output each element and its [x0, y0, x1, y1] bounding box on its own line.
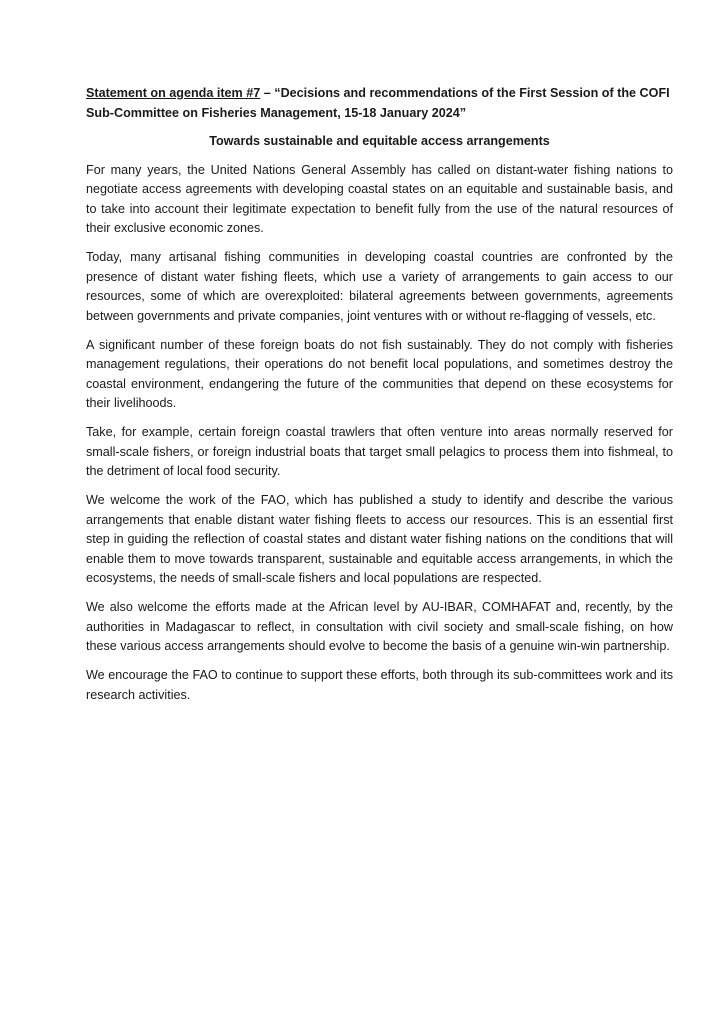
agenda-item-label: Statement on agenda item #7	[86, 86, 261, 100]
paragraph-foreign-boats: A significant number of these foreign boats do not fish sustainably. They do not comply with fisheries management regulations, their operations do not benefit local populations, and sometimes destroy the coastal environment, endangering the future of the communities that depend on these ecosystems for their livelihoods.	[86, 337, 673, 410]
statement-title	[86, 84, 673, 123]
document-page	[86, 84, 673, 715]
paragraph-un-general-assembly: For many years, the United Nations General Assembly has called on distant-water fishing nations to negotiate access agreements with developing coastal states on an equitable and sustainable basis, and to take into account their legitimate expectation to benefit fully from the use of the natural resources of their exclusive economic zones.	[86, 162, 673, 235]
paragraph-encourage-fao: We encourage the FAO to continue to support these efforts, both through its sub-committees work and its research activities.	[86, 668, 673, 702]
paragraph-coastal-trawlers: Take, for example, certain foreign coastal trawlers that often venture into areas normally reserved for small-scale fishers, or foreign industrial boats that target small pelagics to process them into fishmeal, to the detriment of local food security.	[86, 425, 673, 478]
statement-subtitle: Towards sustainable and equitable access arrangements	[209, 134, 550, 148]
agenda-item-description: – “Decisions and recommendations of the First Session of the COFI Sub-Committee on Fisheries Management, 15-18 January 2024”	[86, 86, 670, 120]
paragraph-african-efforts: We also welcome the efforts made at the African level by AU-IBAR, COMHAFAT and, recently, by the authorities in Madagascar to reflect, in consultation with civil society and small-scale fishing, on how these various access arrangements should evolve to become the basis of a genuine win-win partnership.	[86, 600, 673, 653]
paragraph-fao-study: We welcome the work of the FAO, which has published a study to identify and describe the various arrangements that enable distant water fishing fleets to access our resources. This is an essential first step in guiding the reflection of coastal states and distant water fishing nations on the conditions that will enable them to move towards transparent, sustainable and equitable access arrangements, in which the ecosystems, the needs of small-scale fishers and local populations are respected.	[86, 493, 673, 585]
paragraph-artisanal-communities: Today, many artisanal fishing communities in developing coastal countries are confronted by the presence of distant water fishing fleets, which use a variety of arrangements to gain access to our resources, some of which are overexploited: bilateral agreements between governments, agreements between governments and private companies, joint ventures with or without re-flagging of vessels, etc.	[86, 250, 673, 323]
